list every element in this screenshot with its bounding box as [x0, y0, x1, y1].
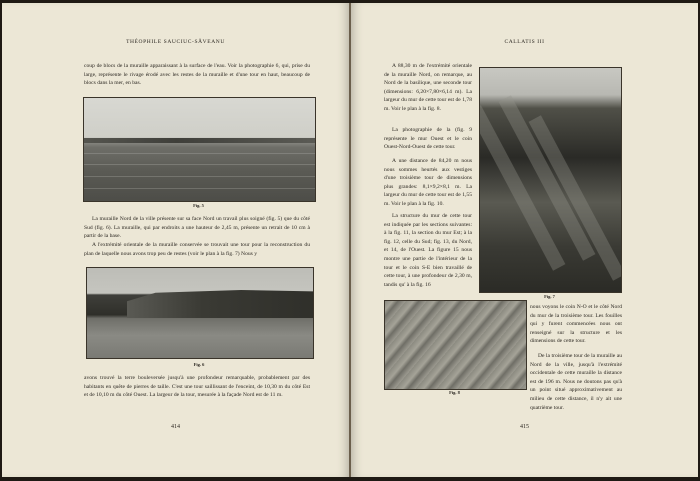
figure-7-photo [479, 67, 622, 293]
right-paragraph-4: La structure du mur de cette tour est indiquée par les sections suivantes: à la fig. 11, la section du mur Est; à la fig. 12, celle du Sud; fig. 13, du Nord, et 14, de l'Ouest. La figure 15 nous montre une partie de l'intérieur de la tour et le coin S-E bien travaillé de cette tour, à une profondeur de 2,30 m, tandis qu' à la fig. 16 [384, 213, 472, 288]
figure-5-photo [83, 97, 316, 202]
right-running-header: CALLATIS III [504, 39, 545, 45]
figure-6-caption: Fig. 6 [193, 362, 205, 367]
left-paragraph-2: La muraille Nord de la ville présente sur sa face Nord un travail plus soigné (fig. 5) que du côté Sud (fig. 6). La muraille, qui par endroits a une hauteur de 2,45 m, présente un retrait de 10 cm à partir de la base. [84, 216, 310, 240]
right-paragraph-1: A 88,30 m de l'extrémité orientale de la muraille Nord, on remarque, au Nord de la basilique, une seconde tour (dimensions: 6,20×7,80×6,14 m). La largeur du mur de cette tour est de 1,78 m. Voir le plan à la fig. 8. [384, 63, 472, 112]
left-paragraph-1: coup de blocs de la muraille apparaissant à la surface de l'eau. Voir la photographie 6, qui, prise du large, représente le rivage érodé avec les restes de la muraille et d'une tour en haut, beaucoup de blocs dans la mer, en bas. [84, 63, 310, 87]
right-paragraph-5: nous voyons le coin N-O et le côté Nord du mur de la troisième tour. Les fouilles qui y furent commencées nous ont renseigné sur la structure et les dimensions de cette tour. [530, 304, 622, 345]
left-paragraph-3: A l'extrémité orientale de la muraille conservée se trouvait une tour pour la reconstruction du plan de laquelle nous avons trop peu de restes (voir le plan à la fig. 7) Nous y [84, 242, 310, 257]
right-paragraph-6: De la troisième tour de la muraille au Nord de la ville, jusqu'à l'extrémité occidentale de cette muraille la distance est de 196 m. Nous ne doutons pas qu'à un point situé approximativement au milieu de cette distance, il n'y ait une quatrième tour. [530, 353, 622, 411]
left-paragraph-4: avons trouvé la terre bouleversée jusqu'à une profondeur remarquable, probablement par des habitants en quête de pierres de taille. C'est une tour saillissant de l'enceint, de 10,30 m du côté Est et de 10,10 m du côté Ouest. La largeur de la tour, mesurée à la façade Nord est de 11 m. [84, 375, 310, 399]
right-paragraph-3: A une distance de 84,20 m nous nous sommes heurtés aux vestiges d'une troisième tour de dimensions plus grandes: 8,1×9,2×8,1 m. La largeur du mur de cette tour est de 1,55 m. Voir le plan à la fig. 10. [384, 158, 472, 207]
left-running-header: THÉOPHILE SAUCIUC-SĂVEANU [126, 39, 225, 45]
figure-6-photo [86, 267, 314, 359]
figure-5-caption: Fig. 5 [193, 203, 204, 208]
figure-7-caption: Fig. 7 [544, 294, 555, 299]
figure-8-photo [384, 300, 527, 390]
right-page-number: 415 [520, 424, 529, 430]
figure-8-caption: Fig. 8 [449, 390, 460, 395]
right-paragraph-2: La photographie de la (fig. 9 représente le mur Ouest et le coin Ouest-Nord-Ouest de cette tour. [384, 127, 472, 151]
left-page-number: 414 [171, 424, 180, 430]
